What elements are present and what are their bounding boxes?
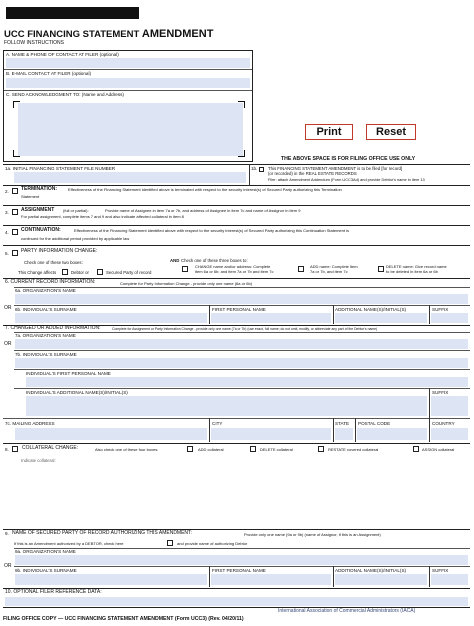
additional-6b-field[interactable] (335, 313, 427, 323)
initial-file-number-field[interactable] (14, 172, 246, 183)
change-name-label: CHANGE name and/or address: Complete (195, 264, 271, 269)
party-info-checkbox[interactable] (12, 250, 18, 256)
debtor-checkbox[interactable] (62, 269, 68, 275)
city-field[interactable] (211, 428, 331, 440)
assignment-text-2: For partial assignment, complete items 7 and 9 and also indicate affected collateral in item 8 (21, 214, 184, 219)
item-7-country-label: COUNTRY (432, 421, 455, 426)
real-estate-checkbox[interactable] (259, 167, 264, 172)
item-9a-label: 9a. ORGANIZATION'S NAME (15, 549, 76, 554)
item-4-number: 4. (5, 230, 9, 235)
item-7-note: Complete for Assignment or Party Information Change - provide only one name (7a or 7b) (use exact, full name; do not omit, modify, or abbreviate any part of the Debtor's name) (112, 327, 378, 331)
continuation-text-1: Effectiveness of the Financing Statement identified above with respect to the security interest(s) of Secured Party authorizing this Continuation Statement is (74, 228, 349, 233)
collateral-text-area[interactable] (20, 464, 468, 526)
delete-name-label-2: to be deleted in item 6a or 6b (386, 269, 438, 274)
party-info-title: PARTY INFORMATION CHANGE: (21, 248, 98, 254)
item-7-postal-label: POSTAL CODE (358, 421, 391, 426)
item-5-number: 5. (5, 251, 9, 256)
item-7-first-label: INDIVIDUAL'S FIRST PERSONAL NAME (26, 371, 111, 376)
item-6-title: 6. CURRENT RECORD INFORMATION: (5, 279, 96, 285)
delete-collateral-checkbox[interactable] (250, 446, 256, 452)
postal-code-field[interactable] (357, 428, 427, 440)
item-7a-label: 7a. ORGANIZATION'S NAME (15, 333, 76, 338)
delete-name-checkbox[interactable] (378, 266, 384, 272)
additional-9b-field[interactable] (335, 574, 427, 585)
additional-7b-field[interactable] (26, 396, 427, 416)
acknowledgment-label: C. SEND ACKNOWLEDGMENT TO: (Name and Address) (6, 92, 124, 97)
add-name-label-2: 7a or 7b, and item 7c (310, 269, 348, 274)
suffix-7b-field[interactable] (431, 396, 468, 416)
mailing-address-field[interactable] (15, 428, 207, 440)
item-8-number: 8. (5, 447, 9, 452)
debtor-label: Debtor or (71, 270, 89, 275)
assignment-text-1: Provide name of Assignee in item 7a or 7b, and address of Assignee in item 7c and name of Assignor in item 9 (105, 208, 301, 213)
add-name-checkbox[interactable] (298, 266, 304, 272)
item-9-additional-label: ADDITIONAL NAME(S)/INITIAL(S) (335, 568, 407, 573)
collateral-also: Also check one of these four boxes: (95, 447, 159, 452)
item-10-label: 10. OPTIONAL FILER REFERENCE DATA: (5, 589, 102, 595)
debtor-authorized-note: If this is an Amendment authorized by a DEBTOR, check here (14, 541, 124, 546)
add-collateral-checkbox[interactable] (187, 446, 193, 452)
add-name-label: ADD name: Complete item (310, 264, 358, 269)
acknowledgment-field[interactable] (18, 103, 243, 156)
continuation-checkbox[interactable] (12, 229, 18, 235)
debtor-authorized-note-2: and provide name of authorizing Debtor (177, 541, 248, 546)
item-7b-label: 7b. INDIVIDUAL'S SURNAME (15, 352, 77, 357)
item-7-or: OR (4, 341, 12, 347)
surname-7b-field[interactable] (15, 358, 468, 368)
collateral-change-checkbox[interactable] (12, 446, 18, 452)
change-name-label-2: item 6a or 6b; and item 7a or 7b and item 7c (195, 269, 274, 274)
continuation-title: CONTINUATION: (21, 227, 61, 233)
secured-party-label: Secured Party of record (106, 270, 152, 275)
item-9-number: 9. (5, 531, 9, 536)
assign-collateral-checkbox[interactable] (413, 446, 419, 452)
follow-instructions: FOLLOW INSTRUCTIONS (4, 40, 65, 46)
print-button[interactable]: Print (305, 124, 353, 140)
email-field[interactable] (6, 78, 250, 88)
delete-name-label: DELETE name: Give record name (386, 264, 447, 269)
redacted-header (6, 7, 139, 19)
item-7-state-label: STATE (335, 421, 350, 426)
country-field[interactable] (431, 428, 468, 440)
org-name-7a-field[interactable] (15, 339, 468, 349)
iaca-footer: International Association of Commercial Administrators (IACA) (278, 608, 416, 614)
change-name-checkbox[interactable] (182, 266, 188, 272)
item-3-number: 3. (5, 210, 9, 215)
org-name-6a-field[interactable] (15, 294, 468, 304)
item-6-note: Complete for Party Information Change - provide only one name (6a or 6b) (120, 281, 253, 286)
reset-button[interactable]: Reset (366, 124, 416, 140)
secured-party-checkbox[interactable] (97, 269, 103, 275)
add-collateral-label: ADD collateral (198, 447, 224, 452)
item-9b-label: 9b. INDIVIDUAL'S SURNAME (15, 568, 77, 573)
filer-reference-field[interactable] (5, 597, 468, 606)
item-6-suffix-label: SUFFIX (432, 307, 449, 312)
contact-name-label: A. NAME & PHONE OF CONTACT AT FILER (optional) (6, 52, 119, 57)
item-9-note: Provide only one name (9a or 9b) (name of Assignor, if this is an Assignment) (244, 532, 381, 537)
item-9-title: NAME OF SECURED PARTY OF RECORD AUTHORIZING THIS AMENDMENT: (12, 530, 192, 536)
email-label: B. E-MAIL CONTACT AT FILER (optional) (6, 71, 92, 76)
first-name-6b-field[interactable] (211, 313, 331, 323)
filing-office-space-note: THE ABOVE SPACE IS FOR FILING OFFICE USE ONLY (281, 156, 416, 162)
check-three: Check one of these three boxes to: (181, 258, 248, 263)
assignment-checkbox[interactable] (12, 209, 18, 215)
suffix-6b-field[interactable] (431, 313, 468, 323)
surname-9b-field[interactable] (15, 574, 207, 585)
form-title: UCC FINANCING STATEMENT AMENDMENT (4, 28, 214, 40)
item-7-suffix-label: SUFFIX (432, 390, 449, 395)
delete-collateral-label: DELETE collateral (260, 447, 293, 452)
debtor-authorized-checkbox[interactable] (167, 540, 173, 546)
indicate-collateral-label: Indicate collateral: (21, 458, 56, 463)
item-7c-label: 7c. MAILING ADDRESS (5, 421, 55, 426)
item-7-title: 7. CHANGED OR ADDED INFORMATION: (5, 325, 101, 331)
restate-collateral-label: RESTATE covered collateral (328, 447, 379, 452)
continuation-text-2: continued for the additional period provided by applicable law (21, 236, 130, 241)
assign-collateral-label: ASSIGN collateral (422, 447, 455, 452)
item-9-or: OR (4, 563, 12, 569)
surname-6b-field[interactable] (15, 313, 207, 323)
filing-office-copy: FILING OFFICE COPY — UCC FINANCING STATEMENT AMENDMENT (Form UCC3) (Rev. 04/20/11) (3, 616, 244, 622)
item-9-suffix-label: SUFFIX (432, 568, 449, 573)
termination-checkbox[interactable] (12, 188, 18, 194)
item-6-or: OR (4, 305, 12, 311)
first-name-9b-field[interactable] (211, 574, 331, 585)
item-7-additional-label: INDIVIDUAL'S ADDITIONAL NAME(S)/INITIAL(S) (26, 390, 128, 395)
item-9-first-label: FIRST PERSONAL NAME (212, 568, 266, 573)
termination-text-2: Statement (21, 194, 40, 199)
suffix-9b-field[interactable] (431, 574, 468, 585)
assignment-title: ASSIGNMENT (21, 207, 55, 213)
org-name-9a-field[interactable] (15, 555, 468, 565)
item-1b-line3: Filer: attach Amendment Addendum (Form UCC3Ad) and provide Debtor's name in item 13 (268, 177, 425, 182)
termination-text-1: Effectiveness of the Financing Statement identified above is terminated with respect to the security interest(s) of Secured Party authorizing this Termination (68, 187, 342, 192)
item-6a-label: 6a. ORGANIZATION'S NAME (15, 288, 76, 293)
contact-name-field[interactable] (6, 58, 250, 68)
item-1a-label: 1a. INITIAL FINANCING STATEMENT FILE NUMBER (5, 166, 116, 171)
party-check-one: Check one of these two boxes: (24, 260, 83, 265)
item-2-number: 2. (5, 189, 9, 194)
and-label: AND (170, 258, 180, 263)
restate-collateral-checkbox[interactable] (318, 446, 324, 452)
collateral-change-title: COLLATERAL CHANGE: (22, 445, 79, 451)
item-7-city-label: CITY (212, 421, 223, 426)
first-name-7b-field[interactable] (26, 377, 468, 387)
item-1b-line2: (or recorded) in the REAL ESTATE RECORDS (268, 171, 357, 176)
assignment-sub: (full or partial): (63, 208, 89, 213)
state-field[interactable] (335, 428, 353, 440)
item-1b-number: 1b. (251, 166, 258, 171)
item-1b-line1: This FINANCING STATEMENT AMENDMENT is to be filed [for record] (268, 166, 403, 171)
termination-title: TERMINATION: (21, 186, 58, 192)
item-6b-label: 6b. INDIVIDUAL'S SURNAME (15, 307, 77, 312)
item-6-additional-label: ADDITIONAL NAME(S)/INITIAL(S) (335, 307, 407, 312)
change-affects: This Change affects (18, 270, 57, 275)
item-6-first-label: FIRST PERSONAL NAME (212, 307, 266, 312)
